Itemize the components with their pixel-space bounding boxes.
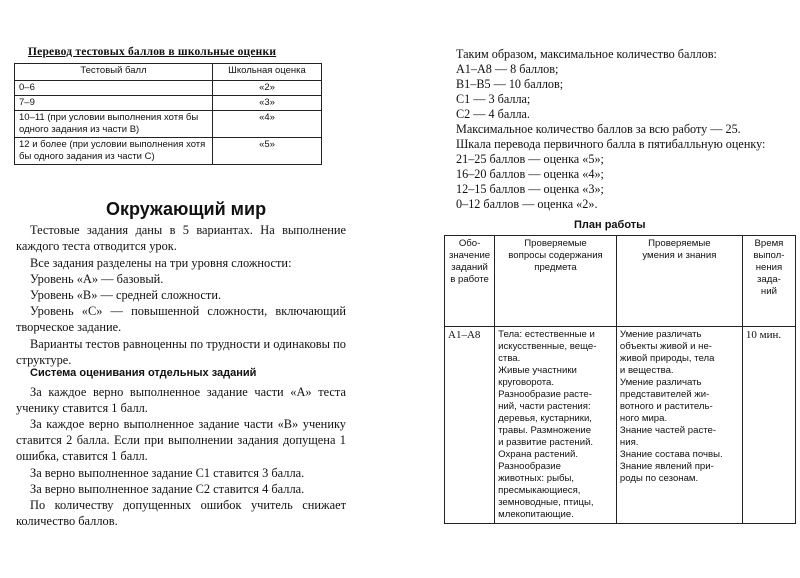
paragraph: Тестовые задания даны в 5 вариантах. На выполнение каждого теста отводится урок. — [16, 223, 346, 253]
mark-cell: «4» — [213, 111, 322, 138]
text-line: 0–12 баллов — оценка «2». — [456, 197, 598, 211]
paragraph: Все задания разделены на три уровня сложности: — [30, 256, 292, 270]
table-row — [15, 81, 322, 96]
paragraph: За каждое верно выполненное задание части «В» ученику ставится 2 балла. Если при выполнении задания допущена 1 ошибка, ставится 1 балл. — [16, 417, 346, 463]
text-line: В1–В5 — 10 баллов; — [456, 77, 564, 91]
text-line: С1 — 3 балла; — [456, 92, 531, 106]
text-line: Шкала перевода первичного балла в пятибалльную оценку: — [456, 137, 766, 151]
plan-header-content: Проверяемые вопросы содержания предмета — [495, 236, 617, 327]
paragraph: За верно выполненное задание С1 ставится 3 балла. — [30, 466, 305, 480]
grading-subheading: Система оценивания отдельных заданий — [30, 367, 257, 379]
conversion-header-mark: Школьная оценка — [213, 64, 322, 81]
mark-cell: «2» — [213, 81, 322, 96]
mark-cell: «3» — [213, 96, 322, 111]
paragraph: За верно выполненное задание С2 ставится 4 балла. — [30, 482, 305, 496]
conversion-title: Перевод тестовых баллов в школьные оценки — [28, 46, 277, 58]
text-line: Таким образом, максимальное количество баллов: — [456, 47, 717, 61]
section-heading: Окружающий мир — [106, 199, 267, 219]
paragraph: По количеству допущенных ошибок учитель снижает количество баллов. — [16, 498, 346, 528]
mark-cell: «5» — [213, 138, 322, 165]
table-row — [15, 138, 322, 165]
plan-code-cell: А1–А8 — [445, 327, 495, 524]
plan-header-code: Обо- значение заданий в работе — [445, 236, 495, 327]
plan-table — [444, 235, 796, 524]
text-line: Максимальное количество баллов за всю работу — 25. — [456, 122, 741, 136]
plan-header-skills: Проверяемые умения и знания — [616, 236, 742, 327]
table-row — [15, 96, 322, 111]
conversion-header-score: Тестовый балл — [15, 64, 213, 81]
paragraph: За каждое верно выполненное задание части «А» теста ученику ставится 1 балл. — [16, 385, 346, 415]
paragraph: Уровень «С» — повышенной сложности, включающий творческое задание. — [16, 304, 346, 334]
score-cell: 7–9 — [15, 96, 213, 111]
right-page — [400, 0, 800, 578]
table-row — [445, 327, 796, 524]
plan-time-cell: 10 мин. — [742, 327, 795, 524]
plan-content-cell: Тела: естественные и искусственные, веще- ства. Живые участники круговорота. Разнообразие расте- ний, части растения: деревья, кустарники, травы. Размножение и развитие растений. Охрана растений. Разнообразие животных: рыбы, пресмыкающиеся, земноводные, птицы, млекопитающие. — [495, 327, 617, 524]
score-cell: 10–11 (при условии выполнения хотя бы одного задания из части В) — [15, 111, 213, 138]
text-line: 21–25 баллов — оценка «5»; — [456, 152, 604, 166]
score-cell: 12 и более (при условии выполнения хотя бы одного задания из части С) — [15, 138, 213, 165]
plan-skills-cell: Умение различать объекты живой и не- живой природы, тела и вещества. Умение различать представителей жи- вотного и раститель- ного мира. Знание частей расте- ния. Знание состава почвы. Знание явлений при- роды по сезонам. — [616, 327, 742, 524]
table-row — [15, 111, 322, 138]
paragraph: Уровень «В» — средней сложности. — [30, 288, 222, 302]
paragraph: Уровень «А» — базовый. — [30, 272, 164, 286]
text-line: 16–20 баллов — оценка «4»; — [456, 167, 604, 181]
text-line: А1–А8 — 8 баллов; — [456, 62, 559, 76]
conversion-table — [14, 63, 322, 165]
plan-header-time: Время выпол- нения зада- ний — [742, 236, 795, 327]
text-line: С2 — 4 балла. — [456, 107, 530, 121]
paragraph: Варианты тестов равноценны по трудности и одинаковы по структуре. — [16, 337, 346, 367]
score-cell: 0–6 — [15, 81, 213, 96]
plan-title: План работы — [574, 219, 646, 231]
text-line: 12–15 баллов — оценка «3»; — [456, 182, 604, 196]
